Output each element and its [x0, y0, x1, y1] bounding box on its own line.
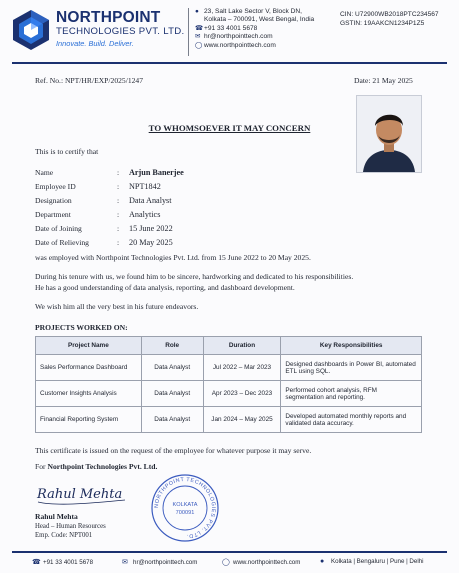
company-name: NORTHPOINT	[56, 9, 161, 26]
projects-heading: PROJECTS WORKED ON:	[35, 323, 128, 332]
header-rule	[12, 62, 447, 64]
address-line1: 23, Salt Lake Sector V, Block DN,	[204, 8, 302, 15]
project-name: Sales Performance Dashboard	[36, 355, 142, 381]
footer-rule	[12, 551, 447, 553]
detail-label: Designation	[35, 195, 72, 205]
project-duration: Jul 2022 – Mar 2023	[203, 355, 281, 381]
project-name: Financial Reporting System	[36, 407, 142, 433]
detail-row-designation: Designation : Data Analyst	[35, 195, 172, 205]
intro-text: This is to certify that	[35, 147, 99, 156]
reference-number: Ref. No.: NPT/HR/EXP/2025/1247	[35, 76, 144, 85]
contact-email[interactable]: hr@northpointtech.com	[204, 33, 273, 41]
footer-phone: +91 33 4001 5678	[43, 558, 94, 566]
project-duration: Jan 2024 – May 2025	[203, 407, 281, 433]
cin-number: CIN: U72900WB2018PTC234567	[340, 11, 439, 18]
globe-icon: ◯	[222, 559, 230, 566]
detail-label: Date of Relieving	[35, 237, 89, 247]
signatory-emp-code: Emp. Code: NPT001	[35, 532, 93, 539]
seal-ring-text: NORTHPOINT TECHNOLOGIES PVT. LTD.	[153, 476, 217, 539]
relieving-date: 20 May 2025	[129, 237, 173, 247]
tenure-line-1: During his tenure with us, we found him to be sincere, hardworking and dedicated to his responsibilities.	[35, 272, 354, 281]
company-block	[56, 10, 185, 49]
company-logo	[12, 9, 50, 51]
footer-locations: Kolkata | Bengaluru | Pune | Delhi	[331, 558, 424, 565]
detail-label: Name	[35, 167, 54, 177]
table-row	[36, 355, 422, 381]
project-responsibilities: Performed cohort analysis, RFM segmentation and reporting.	[281, 381, 422, 407]
letter-date: Date: 21 May 2025	[354, 76, 413, 85]
detail-label: Date of Joining	[35, 223, 82, 233]
project-role: Data Analyst	[141, 355, 203, 381]
footer-website[interactable]: www.northpointtech.com	[233, 558, 301, 566]
table-header-row	[36, 337, 422, 355]
detail-label: Department	[35, 209, 71, 219]
detail-row-name: Name : Arjun Banerjee	[35, 167, 184, 177]
project-role: Data Analyst	[141, 407, 203, 433]
column-header: Project Name	[36, 337, 142, 355]
table-row	[36, 407, 422, 433]
detail-row-id: Employee ID : NPT1842	[35, 181, 161, 191]
project-responsibilities: Designed dashboards in Power BI, automated ETL using SQL.	[281, 355, 422, 381]
project-name: Customer Insights Analysis	[36, 381, 142, 407]
purpose-statement: This certificate is issued on the request of the employee for whatever purpose it may serve.	[35, 446, 312, 455]
joining-date: 15 June 2022	[129, 223, 173, 233]
column-header: Duration	[203, 337, 281, 355]
column-header: Key Responsibilities	[281, 337, 422, 355]
project-role: Data Analyst	[141, 381, 203, 407]
footer	[0, 555, 459, 573]
gstin-number: GSTIN: 19AAKCN1234P1Z5	[340, 20, 425, 27]
company-seal	[150, 473, 220, 543]
projects-table	[35, 336, 422, 433]
contact-website[interactable]: www.northpointtech.com	[204, 41, 276, 49]
address-line2: Kolkata – 700091, West Bengal, India	[204, 16, 315, 24]
employee-department: Analytics	[129, 209, 161, 219]
detail-row-relieving: Date of Relieving : 20 May 2025	[35, 237, 173, 247]
employee-designation: Data Analyst	[129, 195, 172, 205]
signatory-details	[35, 522, 106, 540]
location-icon: ●	[195, 8, 199, 15]
footer-email[interactable]: hr@northpointtech.com	[133, 558, 198, 566]
for-prefix: For	[35, 462, 46, 471]
seal-city: KOLKATA	[172, 502, 198, 508]
for-company-name: Northpoint Technologies Pvt. Ltd.	[47, 462, 158, 471]
tenure-line-2: He has a good understanding of data analysis, reporting, and dashboard development.	[35, 282, 295, 292]
company-subtitle: TECHNOLOGIES PVT. LTD.	[56, 26, 185, 37]
project-duration: Apr 2023 – Dec 2023	[203, 381, 281, 407]
letterhead	[0, 0, 459, 62]
letter-title: TO WHOMSOEVER IT MAY CONCERN	[148, 123, 311, 133]
contact-block	[195, 8, 314, 50]
detail-label: Employee ID	[35, 181, 76, 191]
handwritten-signature	[35, 478, 130, 510]
employee-photo	[356, 95, 422, 173]
email-icon: ✉	[122, 559, 128, 566]
for-company-line	[35, 462, 157, 471]
company-tagline: Innovate. Build. Deliver.	[56, 39, 134, 48]
wish-text: We wish him all the very best in his future endeavors.	[35, 302, 199, 311]
location-icon: ●	[320, 558, 325, 565]
contact-phone: +91 33 4001 5678	[204, 24, 258, 32]
registration-ids	[340, 10, 439, 28]
employee-name: Arjun Banerjee	[129, 167, 184, 177]
employee-details	[35, 165, 184, 249]
detail-row-department: Department : Analytics	[35, 209, 161, 219]
employment-statement: was employed with Northpoint Technologies Pvt. Ltd. from 15 June 2022 to 20 May 2025.	[35, 253, 311, 262]
tenure-paragraph	[35, 272, 430, 293]
phone-icon: ☎	[195, 24, 203, 32]
email-icon: ✉	[195, 33, 201, 41]
detail-row-joining: Date of Joining : 15 June 2022	[35, 223, 173, 233]
seal-pin: 700091	[175, 510, 195, 516]
column-header: Role	[141, 337, 203, 355]
signature-text: Rahul Mehta	[37, 487, 123, 502]
phone-icon: ☎	[32, 559, 41, 566]
project-responsibilities: Developed automated monthly reports and validated data accuracy.	[281, 407, 422, 433]
signatory-role: Head – Human Resources	[35, 523, 106, 530]
header-divider	[188, 8, 189, 56]
globe-icon: ◯	[195, 41, 203, 49]
employee-id: NPT1842	[129, 181, 161, 191]
table-row	[36, 381, 422, 407]
signatory-name: Rahul Mehta	[35, 512, 78, 521]
